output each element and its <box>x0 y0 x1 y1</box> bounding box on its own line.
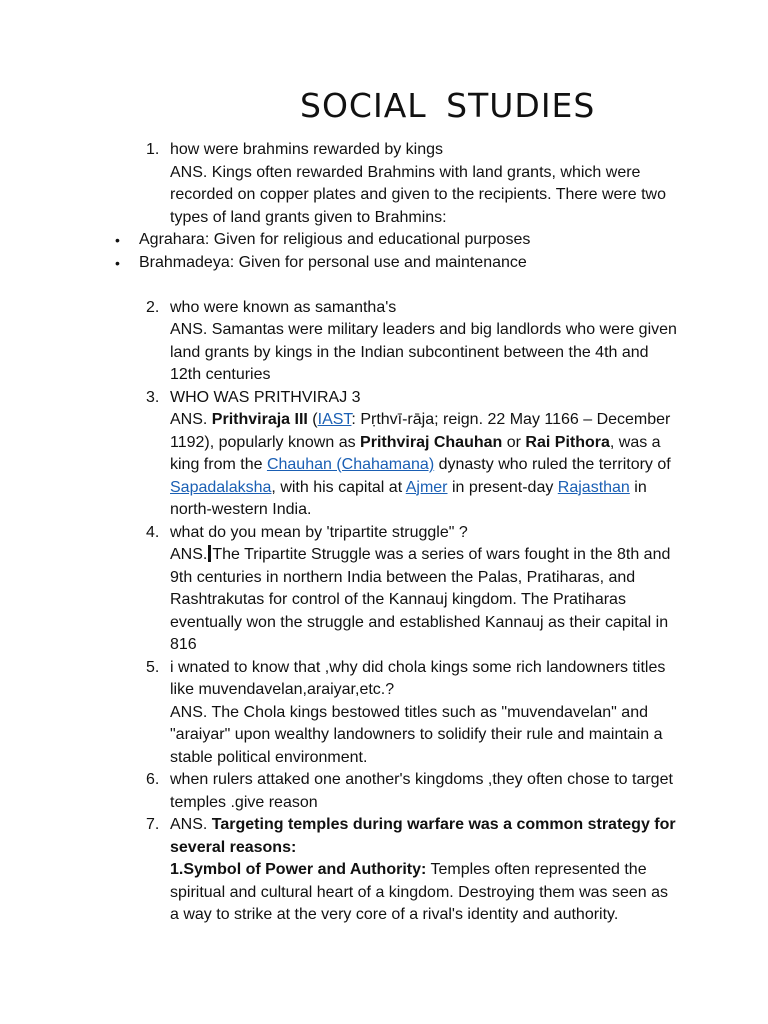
link-chauhan-dynasty[interactable]: Chauhan (Chahamana) <box>266 456 435 473</box>
bullet-text: Agrahara: Given for religious and educational purposes <box>139 231 531 248</box>
bold-name: Prithviraj Chauhan <box>360 433 503 451</box>
answer-text: ANS. Samantas were military leaders and big landlords who were given land grants by kings in the Indian subcontinent between the 4th and 12th centuries <box>170 321 677 383</box>
link-iast[interactable]: IAST <box>317 411 352 428</box>
list-number: 7. <box>146 816 160 833</box>
list-item-3 <box>0 387 768 522</box>
question-text: WHO WAS PRITHVIRAJ 3 <box>170 388 361 406</box>
list-item-1 <box>0 139 768 229</box>
link-sapadalaksha[interactable]: Sapadalaksha <box>170 478 272 496</box>
link-rajasthan[interactable]: Rajasthan <box>557 478 630 496</box>
text-run: dynasty who ruled the territory of <box>434 456 671 473</box>
question-text: who were known as samantha's <box>170 298 397 316</box>
answer-text <box>170 544 680 657</box>
text-run: ( <box>307 411 318 428</box>
text-run: The Tripartite Struggle was a series of wars fought in the 8th and 9th centuries in northern India between the Palas, Pratiharas, and Rashtrakutas for control of the Kannauj kingdom. The Pratiharas eventually won the struggle and established Kannauj as their capital in 816 <box>170 546 671 653</box>
list-number: 4. <box>146 523 160 541</box>
list-number: 3. <box>146 388 160 406</box>
bold-name: Rai Pithora <box>525 433 610 451</box>
list-number: 5. <box>146 658 160 676</box>
bullet-text: Brahmadeya: Given for personal use and maintenance <box>139 253 527 271</box>
answer-prefix: ANS. <box>170 816 212 833</box>
link-ajmer[interactable]: Ajmer <box>405 478 448 496</box>
bullet-item-brahmadeya <box>0 252 768 275</box>
list-number: 6. <box>146 771 160 788</box>
answer-text: ANS. The Chola kings bestowed titles such as "muvendavelan" and "araiyar" upon wealthy landowners to solidify their rule and maintain a stable political environment. <box>170 703 663 766</box>
document-body <box>0 139 768 927</box>
list-item-6 <box>0 769 768 814</box>
bullet-icon: • <box>115 232 120 248</box>
text-run: , was a king from the <box>170 433 661 473</box>
question-text: i wnated to know that ,why did chola kings some rich landowners titles like muvendavelan,araiyar,etc.? <box>170 658 666 698</box>
answer-text <box>170 814 680 859</box>
bold-name: Prithviraja III <box>211 411 308 428</box>
bullet-icon: • <box>115 254 120 271</box>
answer-point <box>170 859 680 927</box>
answer-prefix: ANS. <box>170 411 212 428</box>
answer-text <box>170 409 680 522</box>
list-item-2 <box>0 297 768 387</box>
text-run: or <box>502 433 526 451</box>
list-number: 2. <box>146 298 160 316</box>
bullet-item-agrahara <box>0 229 768 252</box>
question-text: how were brahmins rewarded by kings <box>170 141 444 158</box>
text-cursor <box>208 545 211 562</box>
question-text: what do you mean by 'tripartite struggle" ? <box>170 523 468 541</box>
text-run: Temples often represented the spiritual and cultural heart of a kingdom. Destroying them was seen as a way to strike at the very core of a rival's identity and authority. <box>170 861 669 923</box>
list-number: 1. <box>146 141 160 158</box>
text-run: : Pṛthvī-rāja; reign. 22 May 1166 – December 1192), popularly known as <box>170 411 671 451</box>
text-run: , with his capital at <box>271 478 406 496</box>
answer-prefix: ANS. <box>170 546 208 563</box>
answer-heading: Targeting temples during warfare was a common strategy for several reasons: <box>170 816 676 856</box>
text-run: in north-western India. <box>170 478 647 518</box>
page-title: SOCIAL STUDIES <box>300 86 596 125</box>
answer-text: ANS. Kings often rewarded Brahmins with land grants, which were recorded on copper plates and given to the recipients. There were two types of land grants given to Brahmins: <box>170 163 666 226</box>
text-run: in present-day <box>447 478 558 496</box>
question-text: when rulers attaked one another's kingdoms ,they often chose to target temples .give reason <box>170 771 673 811</box>
list-item-7 <box>0 814 768 927</box>
blank-line <box>0 274 768 297</box>
list-item-4 <box>0 522 768 657</box>
point-heading: 1.Symbol of Power and Authority: <box>170 861 427 878</box>
list-item-5 <box>0 657 768 770</box>
